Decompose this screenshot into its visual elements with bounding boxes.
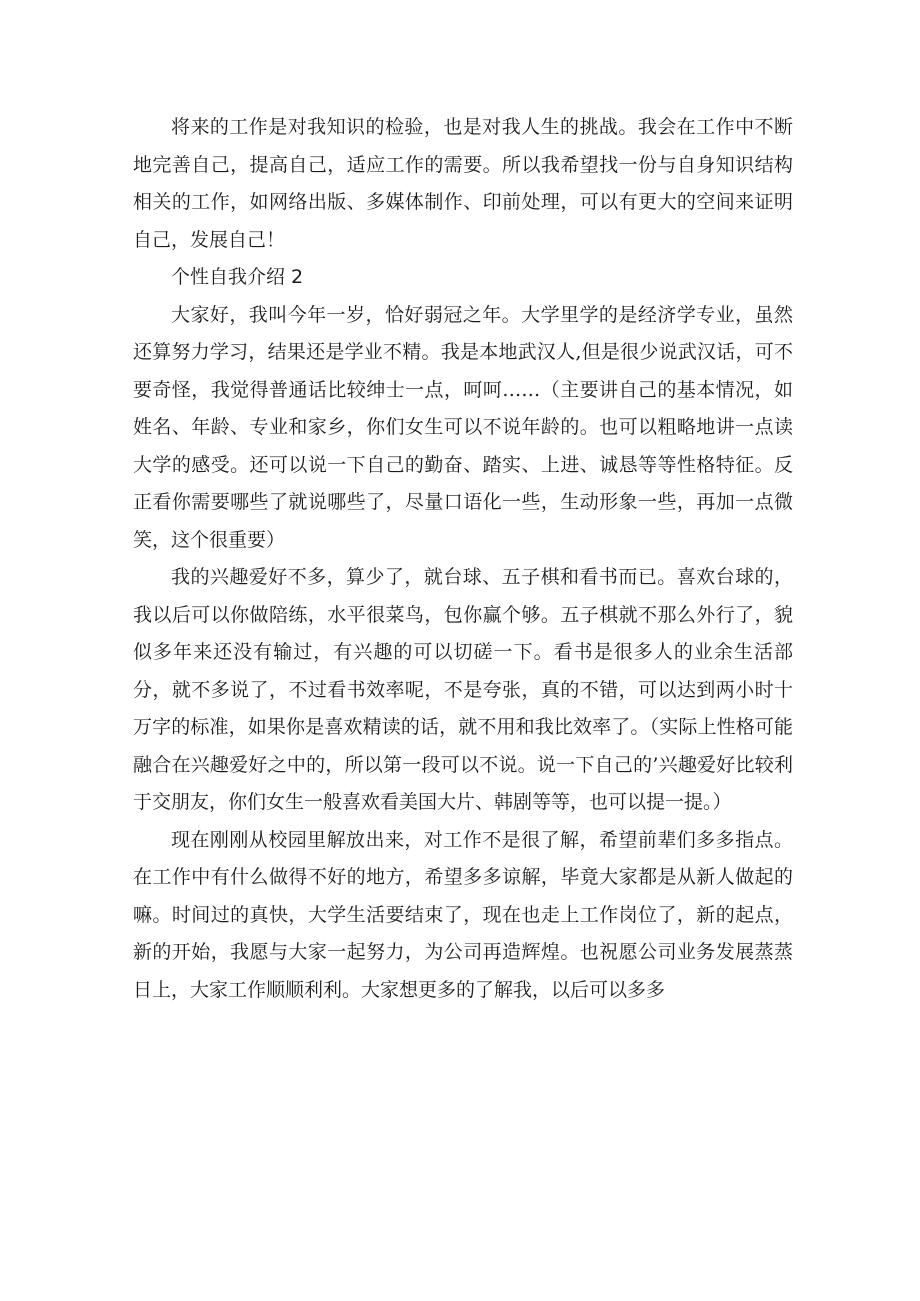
- paragraph-hobbies: 我的兴趣爱好不多，算少了，就台球、五子棋和看书而已。喜欢台球的，我以后可以你做陪练，水平很菜鸟，包你赢个够。五子棋就不那么外行了，貌似多年来还没有输过，有兴趣的可以切磋一下。看书是很多人的业余生活部分，就不多说了，不过看书效率呢，不是夸张，真的不错，可以达到两小时十万字的标准，如果你是喜欢精读的话，就不用和我比效率了。（实际上性格可能融合在兴趣爱好之中的，所以第一段可以不说。说一下自己的’兴趣爱好比较利于交朋友，你们女生一般喜欢看美国大片、韩剧等等，也可以提一提。）: [133, 566, 793, 813]
- paragraph-work-outlook: 现在刚刚从校园里解放出来，对工作不是很了解，希望前辈们多多指点。在工作中有什么做得不好的地方，希望多多谅解，毕竟大家都是从新人做起的嘛。时间过的真快，大学生活要结束了，现在也走上工作岗位了，新的起点，新的开始，我愿与大家一起努力，为公司再造辉煌。也祝愿公司业务发展蒸蒸日上，大家工作顺顺利利。大家想更多的了解我，以后可以多多: [133, 828, 793, 1001]
- section-heading: 个性自我介绍 2: [171, 266, 304, 288]
- document-body: [133, 109, 793, 1009]
- paragraph-self-introduction: 大家好，我叫今年一岁，恰好弱冠之年。大学里学的是经济学专业，虽然还算努力学习，结果还是学业不精。我是本地武汉人,但是很少说武汉话，可不要奇怪，我觉得普通话比较绅士一点，呵呵……（主要讲自己的基本情况，如姓名、年龄、专业和家乡，你们女生可以不说年龄的。也可以粗略地讲一点读大学的感受。还可以说一下自己的勤奋、踏实、上进、诚恳等等性格特征。反正看你需要哪些了就说哪些了，尽量口语化一些，生动形象一些，再加一点微笑，这个很重要）: [133, 303, 793, 551]
- paragraph-career-goals: 将来的工作是对我知识的检验，也是对我人生的挑战。我会在工作中不断地完善自己，提高自己，适应工作的需要。所以我希望找一份与自身知识结构相关的工作，如网络出版、多媒体制作、印前处理，可以有更大的空间来证明自己，发展自己！: [133, 116, 793, 251]
